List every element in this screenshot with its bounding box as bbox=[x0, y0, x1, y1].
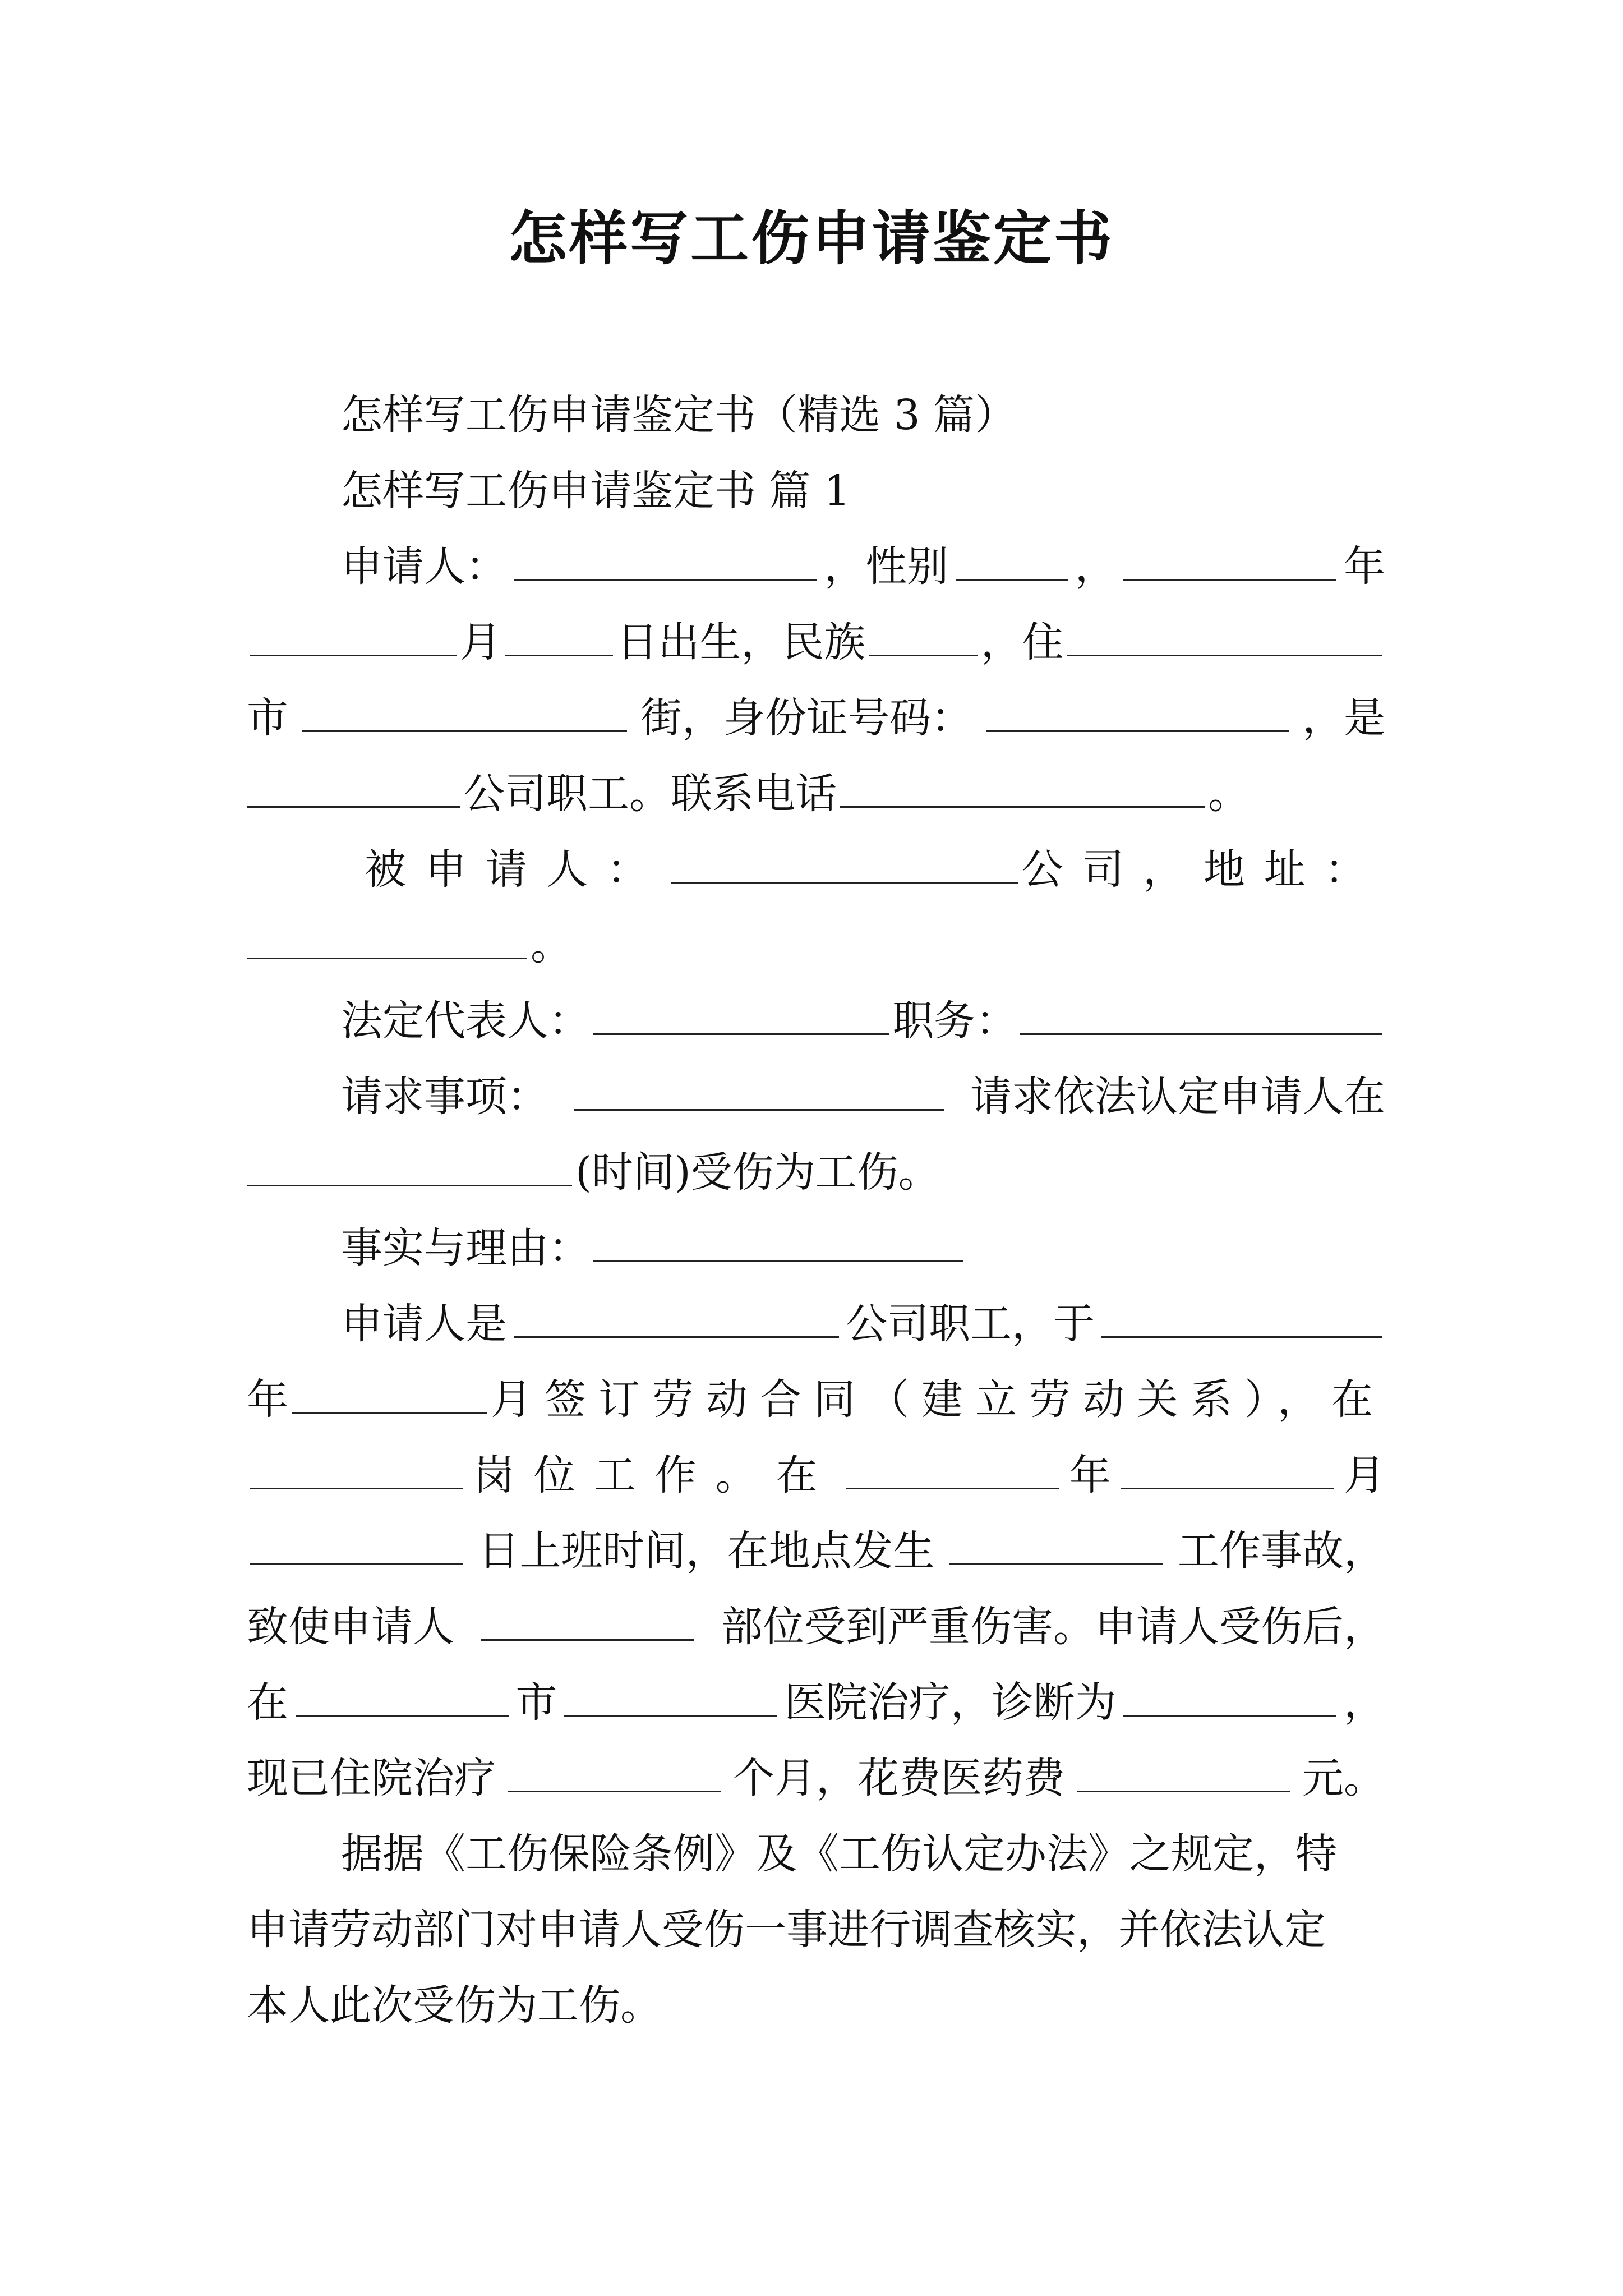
treatment-line bbox=[247, 1750, 1385, 1806]
year-label-2: 年 bbox=[247, 1375, 288, 1424]
respondent-company-blank[interactable] bbox=[671, 843, 1018, 884]
request-label: 请求事项： bbox=[341, 1073, 548, 1121]
legal-rep-label: 法定代表人： bbox=[341, 997, 590, 1045]
accident-suffix: 工作事故， bbox=[1177, 1527, 1385, 1575]
post-blank[interactable] bbox=[250, 1448, 463, 1489]
accident-month-blank[interactable] bbox=[1121, 1448, 1334, 1489]
address-line bbox=[247, 690, 1385, 746]
hospital-blank[interactable] bbox=[564, 1676, 777, 1717]
injury-time-blank[interactable] bbox=[247, 1145, 572, 1186]
facts-line bbox=[247, 1220, 1385, 1276]
year-label: 年 bbox=[1343, 542, 1385, 591]
diagnosis-label: 医院治疗，诊断为 bbox=[784, 1678, 1117, 1727]
applicant-is-label: 申请人是 bbox=[341, 1300, 507, 1348]
medical-cost-label: 个月，花费医药费 bbox=[733, 1754, 1065, 1802]
id-number-blank[interactable] bbox=[986, 691, 1289, 732]
month-label: 月 bbox=[459, 618, 501, 666]
request-text: 请求依法认定申请人在 bbox=[970, 1073, 1385, 1121]
employee-since-label: 公司职工，于 bbox=[846, 1300, 1095, 1348]
period-text-2: 。 bbox=[531, 921, 572, 969]
birth-month-blank[interactable] bbox=[250, 615, 457, 656]
birth-day-blank[interactable] bbox=[505, 615, 614, 656]
basis-line-3: 本人此次受伤为工伤。 bbox=[247, 1981, 662, 2030]
city-label: 市 bbox=[247, 694, 288, 742]
hospital-city-blank[interactable] bbox=[296, 1676, 509, 1717]
residence-blank[interactable] bbox=[1067, 615, 1382, 656]
id-number-label: 街，身份证号码： bbox=[640, 694, 972, 742]
ethnicity-blank[interactable] bbox=[869, 615, 978, 656]
respondent-address-line bbox=[247, 917, 1385, 973]
contract-month-blank[interactable] bbox=[292, 1373, 487, 1414]
injury-prefix: 致使申请人 bbox=[247, 1603, 454, 1651]
hospitalized-label: 现已住院治疗 bbox=[247, 1754, 496, 1802]
accident-type-blank[interactable] bbox=[949, 1524, 1163, 1565]
fact-employer-line bbox=[247, 1296, 1385, 1352]
month-label-2: 月 bbox=[1343, 1451, 1385, 1499]
injury-line bbox=[247, 1599, 1385, 1655]
respondent-line bbox=[247, 841, 1385, 898]
birth-line bbox=[247, 614, 1385, 670]
phone-blank[interactable] bbox=[840, 767, 1205, 808]
position-blank[interactable] bbox=[1020, 994, 1382, 1035]
is-label: ，是 bbox=[1302, 694, 1385, 742]
document-title: 怎样写工伤申请鉴定书 bbox=[508, 204, 1114, 273]
employer-blank[interactable] bbox=[247, 767, 460, 808]
section-heading: 怎样写工伤申请鉴定书 篇 1 bbox=[341, 467, 851, 515]
accident-line bbox=[247, 1523, 1385, 1579]
injury-text: 部位受到严重伤害。申请人受伤后， bbox=[721, 1603, 1385, 1651]
at-label: 在 bbox=[247, 1678, 288, 1727]
request-blank[interactable] bbox=[574, 1070, 944, 1111]
hospital-line bbox=[247, 1674, 1385, 1731]
comma-text: ， bbox=[1075, 542, 1117, 591]
body-part-blank[interactable] bbox=[481, 1600, 694, 1641]
facts-label: 事实与理由： bbox=[341, 1224, 590, 1272]
accident-day-blank[interactable] bbox=[250, 1524, 463, 1565]
yuan-label: 元。 bbox=[1302, 1754, 1385, 1802]
employer-line bbox=[247, 766, 1385, 822]
facts-blank[interactable] bbox=[593, 1221, 963, 1262]
position-label: 职务： bbox=[892, 997, 1017, 1045]
post-line bbox=[247, 1447, 1385, 1503]
comma-text-2: ， bbox=[1343, 1678, 1385, 1727]
subtitle-selected: 怎样写工伤申请鉴定书（精选 3 篇） bbox=[341, 391, 1017, 439]
ethnicity-label: 日出生，民族 bbox=[616, 618, 866, 666]
gender-blank[interactable] bbox=[956, 540, 1068, 581]
gender-label: ，性别 bbox=[824, 542, 949, 591]
birth-year-blank[interactable] bbox=[1123, 540, 1336, 581]
phone-label: 公司职工。联系电话 bbox=[463, 770, 837, 818]
applicant-label: 申请人： bbox=[341, 542, 507, 591]
residence-label: ，住 bbox=[980, 618, 1064, 666]
applicant-line bbox=[247, 539, 1385, 595]
respondent-address-blank[interactable] bbox=[247, 918, 527, 959]
medical-cost-blank[interactable] bbox=[1077, 1751, 1290, 1792]
respondent-label: 被申请人： bbox=[365, 845, 667, 894]
company-address-label: 公司，地址： bbox=[1022, 845, 1385, 894]
months-blank[interactable] bbox=[508, 1751, 721, 1792]
street-blank[interactable] bbox=[302, 691, 627, 732]
contract-text: 月签订劳动合同（建立劳动关系），在 bbox=[491, 1375, 1385, 1424]
accident-place-text: 日上班时间，在地点发生 bbox=[478, 1527, 935, 1575]
name-blank[interactable] bbox=[514, 540, 817, 581]
diagnosis-blank[interactable] bbox=[1123, 1676, 1336, 1717]
accident-year-blank[interactable] bbox=[846, 1448, 1059, 1489]
year-label-3: 年 bbox=[1069, 1451, 1111, 1499]
fact-company-blank[interactable] bbox=[514, 1297, 839, 1338]
legal-rep-line bbox=[247, 993, 1385, 1049]
city-label-2: 市 bbox=[515, 1678, 557, 1727]
basis-line-1: 据据《工伤保险条例》及《工伤认定办法》之规定，特 bbox=[341, 1830, 1337, 1878]
period-text: 。 bbox=[1208, 770, 1249, 818]
request-line bbox=[247, 1069, 1385, 1125]
request-time-line bbox=[247, 1144, 1385, 1200]
post-text: 岗位工作。在 bbox=[473, 1451, 837, 1499]
contract-year-blank[interactable] bbox=[1101, 1297, 1382, 1338]
legal-rep-blank[interactable] bbox=[593, 994, 889, 1035]
injury-time-text: (时间)受伤为工伤。 bbox=[575, 1148, 940, 1197]
basis-line-2: 申请劳动部门对申请人受伤一事进行调查核实，并依法认定 bbox=[247, 1906, 1326, 1954]
contract-line bbox=[247, 1372, 1385, 1428]
